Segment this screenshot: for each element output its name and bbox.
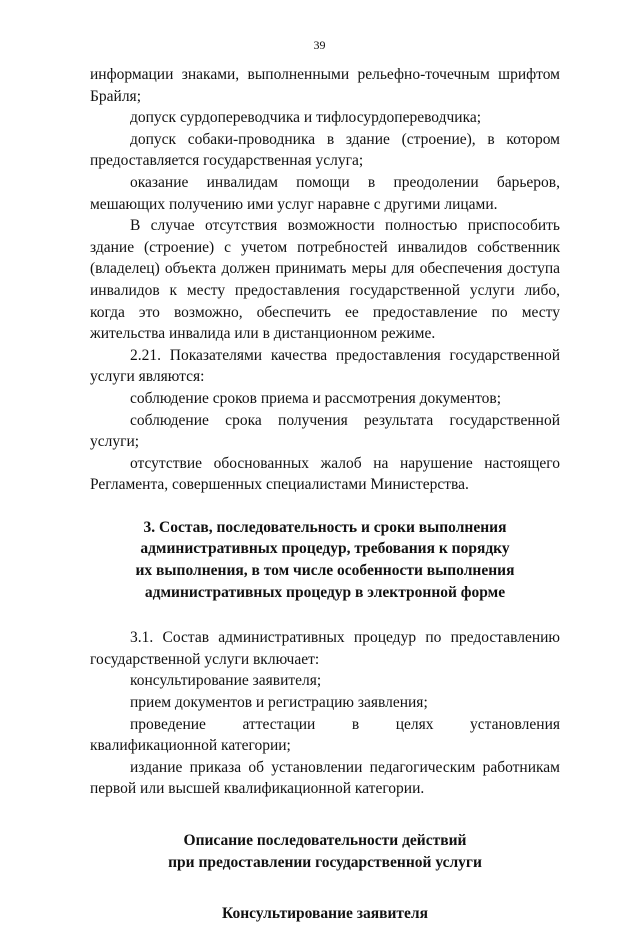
paragraph: прием документов и регистрацию заявления;	[130, 694, 428, 712]
paragraph: проведение аттестации в целях установления квалификационной категории;	[90, 715, 560, 755]
section-heading	[90, 517, 560, 603]
procedure-heading: Консультирование заявителя	[222, 905, 428, 923]
paragraph: соблюдение сроков приема и рассмотрения документов;	[130, 389, 502, 407]
paragraph: допуск сурдопереводчика и тифлосурдопереводчика;	[130, 109, 482, 127]
section-heading-line: их выполнения, в том числе особенности выполнения	[135, 562, 515, 580]
section-heading-line: 3. Состав, последовательность и сроки выполнения	[143, 518, 507, 536]
paragraph: информации знаками, выполненными рельефно-точечным шрифтом Брайля;	[90, 66, 560, 105]
paragraph: консультирование заявителя;	[130, 672, 322, 690]
section-heading-line: административных процедур в электронной форме	[144, 583, 506, 601]
subsection-heading-line: Описание последовательности действий	[183, 832, 467, 849]
subsection-heading-line: при предоставлении государственной услуги	[168, 853, 482, 871]
paragraph: соблюдение срока получения результата государственной услуги;	[90, 411, 560, 451]
paragraph: допуск собаки-проводника в здание (строение), в котором предоставляется государственная услуга;	[90, 130, 560, 170]
paragraph: 2.21. Показателями качества предоставления государственной услуги являются:	[90, 346, 560, 386]
page-number: 39	[313, 38, 326, 52]
document-body	[90, 64, 560, 925]
paragraph: отсутствие обоснованных жалоб на нарушение настоящего Регламента, совершенных специалистами Министерства.	[90, 454, 560, 494]
subsection-heading	[90, 830, 560, 873]
paragraph: 3.1. Состав административных процедур по предоставлению государственной услуги включает:	[90, 629, 560, 668]
paragraph: оказание инвалидам помощи в преодолении барьеров, мешающих получению ими услуг наравне с другими лицами.	[90, 173, 560, 213]
paragraph: В случае отсутствия возможности полностью приспособить здание (строение) с учетом потребностей инвалидов собственник (владелец) объекта должен принимать меры для обеспечения доступа инвалидов к месту предоставления государственной услуги либо, когда это возможно, обеспечить ее предоставление по месту жительства инвалида или в дистанционном режиме.	[90, 217, 560, 343]
paragraph: издание приказа об установлении педагогическим работникам первой или высшей квалификационной категории.	[90, 758, 560, 798]
section-heading-line: административных процедур, требования к порядку	[140, 540, 510, 558]
